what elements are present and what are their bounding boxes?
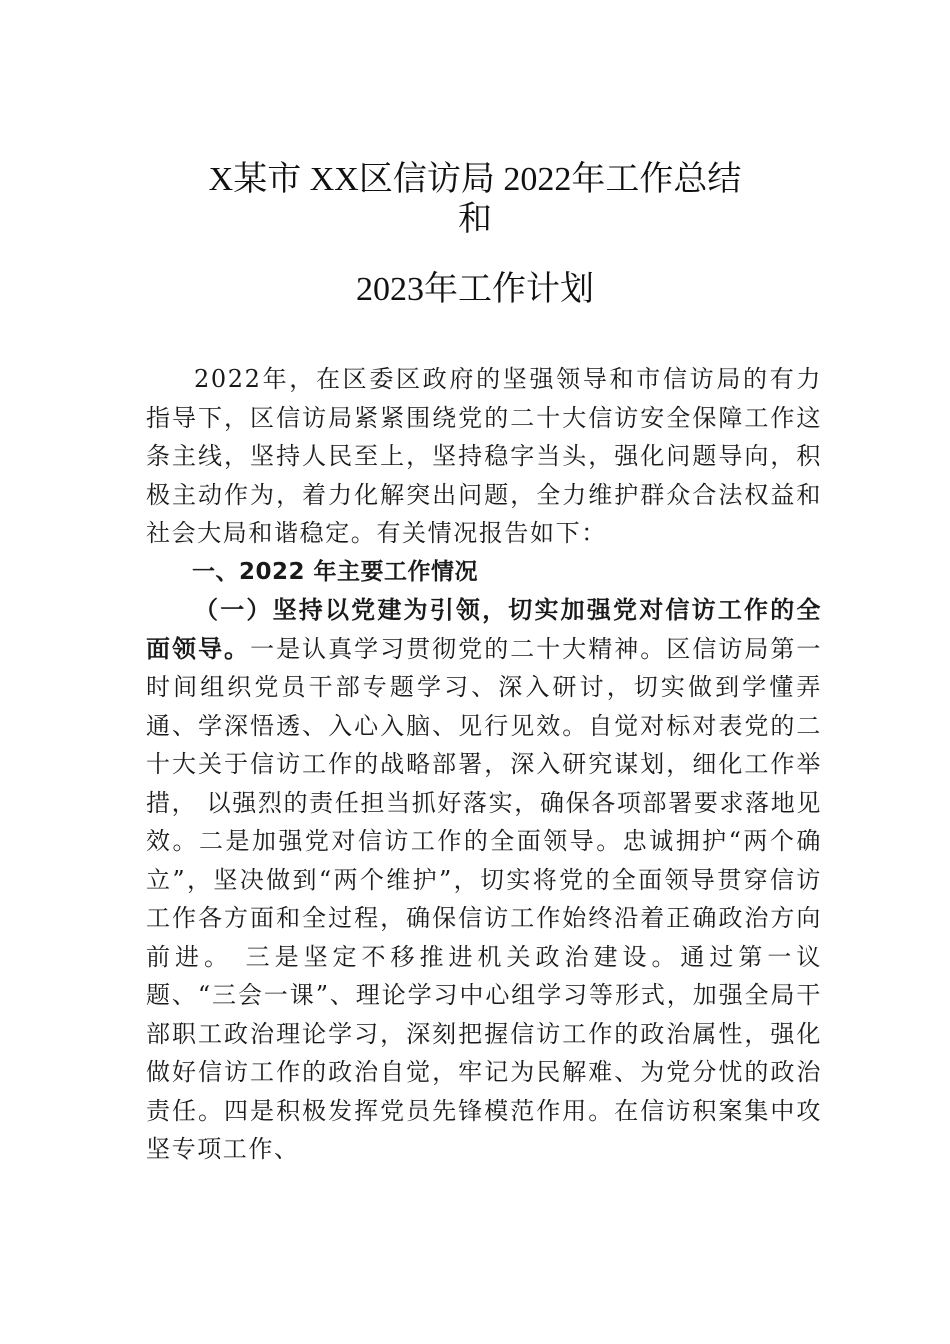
section-heading-1: 一、2022 年主要工作情况 [192,558,479,585]
document-title [120,160,830,310]
subsection-heading-1: （一）坚持以党建为引领，切实加强党对信访工作的全面领导。 [146,595,822,663]
subsection-paragraph-1 [146,591,822,1169]
intro-paragraph: 2022年，在区委区政府的坚强领导和市信访局的有力指导下，区信访局紧紧围绕党的二十大信访安全保障工作这条主线，坚持人民至上，坚持稳字当头，强化问题导向，积极主动作为，着力化解突出问题，全力维护群众合法权益和社会大局和谐稳定。有关情况报告如下： [146,365,822,547]
title-line-2: 和 [458,201,492,238]
document-body [146,360,822,1169]
subsection-body-1: 一是认真学习贯彻党的二十大精神。区信访局第一时间组织党员干部专题学习、深入研讨，切实做到学懂弄通、学深悟透、入心入脑、见行见效。自觉对标对表党的二十大关于信访工作的战略部署，深入研究谋划，细化工作举措， 以强烈的责任担当抓好落实，确保各项部署要求落地见效。二是加强党对信访工作的全面领导。忠诚拥护“两个确立”，坚决做到“两个维护”，切实将党的全面领导贯穿信访工作各方面和全过程，确保信访工作始终沿着正确政治方向前进。 三是坚定不移推进机关政治建设。通过第一议题、“三会一课”、理论学习中心组学习等形式，加强全局干部职工政治理论学习，深刻把握信访工作的政治属性，强化做好信访工作的政治自觉，牢记为民解难、为党分忧的政治责任。四是积极发挥党员先锋模范作用。在信访积案集中攻坚专项工作、 [146,634,822,1163]
title-line-3: 2023年工作计划 [356,271,594,308]
title-line-1: X某市 XX区信访局 2022年工作总结 [208,161,742,198]
